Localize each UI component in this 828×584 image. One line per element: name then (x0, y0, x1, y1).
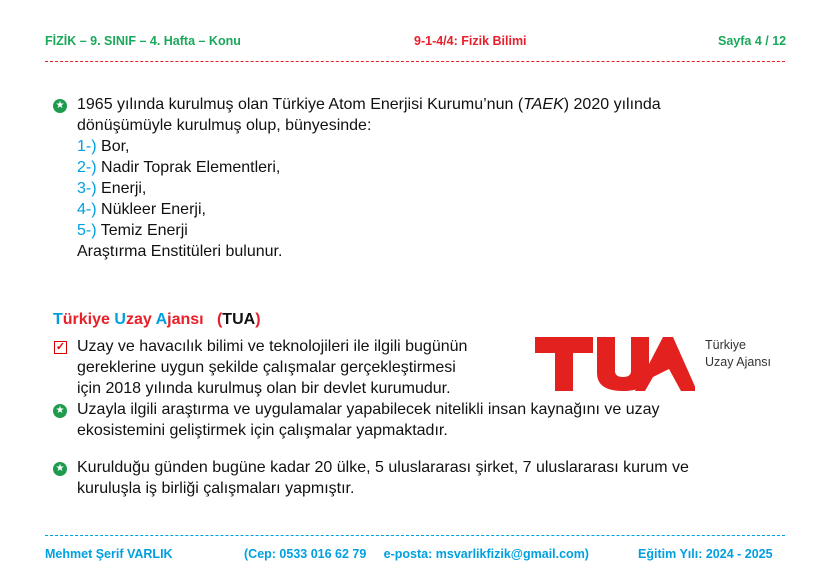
intro-closing: Araştırma Enstitüleri bulunur. (77, 243, 283, 260)
header-course: FİZİK – 9. SINIF – 4. Hafta – Konu (45, 34, 241, 48)
item-number: 5-) (77, 222, 97, 239)
bullet-line: kuruluşla iş birliği çalışmaları yapmıştır. (77, 480, 355, 497)
bullet-line: Uzayla ilgili araştırma ve uygulamalar yapabilecek nitelikli insan kaynağını ve uzay (77, 401, 660, 418)
list-item (77, 222, 188, 240)
star-bullet-icon: ★ (53, 99, 67, 113)
bullet-line: ekosistemini geliştirmek için çalışmalar yapmaktadır. (77, 422, 448, 439)
footer-contact: (Cep: 0533 016 62 79 e-posta: msvarlikfizik@gmail.com) (244, 547, 589, 561)
logo-text (705, 337, 771, 371)
list-item (77, 159, 280, 177)
star-bullet-icon: ★ (53, 404, 67, 418)
logo-line: Türkiye (705, 338, 746, 352)
item-text: Nadir Toprak Elementleri, (101, 159, 281, 176)
footer-divider (45, 535, 785, 536)
intro-text-b: ) 2020 yılında (563, 96, 661, 113)
footer-year: Eğitim Yılı: 2024 - 2025 (638, 547, 773, 561)
tua-logo (535, 333, 785, 393)
bullet-line: Kurulduğu günden bugüne kadar 20 ülke, 5 uluslararası şirket, 7 uluslararası kurum ve (77, 459, 689, 476)
heading-part: U (114, 311, 126, 328)
item-text: Enerji, (101, 180, 147, 197)
item-number: 1-) (77, 138, 97, 155)
star-bullet-icon: ★ (53, 462, 67, 476)
heading-part: T (53, 311, 63, 328)
bullet-line: Uzay ve havacılık bilimi ve teknolojileri ile ilgili bugünün (77, 338, 468, 355)
heading-part: zay (125, 311, 156, 328)
intro-line-2: dönüşümüyle kurulmuş olup, bünyesinde: (77, 117, 372, 134)
heading-abbr: TUA (222, 311, 256, 328)
heading-part: A (155, 311, 168, 328)
bullet-line: gereklerine uygun şekilde çalışmalar gerçekleştirmesi (77, 359, 456, 376)
header-page: Sayfa 4 / 12 (718, 34, 787, 48)
item-text: Bor, (101, 138, 130, 155)
item-number: 2-) (77, 159, 97, 176)
item-number: 3-) (77, 180, 97, 197)
logo-line: Uzay Ajansı (705, 355, 772, 369)
heading-part: ürkiye (62, 311, 115, 328)
section-heading (53, 311, 261, 329)
taek-abbr: TAEK (523, 96, 564, 113)
checkbox-bullet-icon: ✓ (55, 341, 66, 353)
item-text: Nükleer Enerji, (101, 201, 206, 218)
tua-logo-mark-icon (535, 333, 695, 393)
bullet-line: için 2018 yılında kurulmuş olan bir devlet kurumudur. (77, 380, 451, 397)
intro-text: 1965 yılında kurulmuş olan Türkiye Atom Enerjisi Kurumu’nun ( (77, 96, 524, 113)
intro-line-1 (77, 96, 661, 114)
header-topic: 9-1-4/4: Fizik Bilimi (414, 34, 527, 48)
list-item (77, 180, 146, 198)
heading-part: jansı (167, 311, 204, 328)
header-divider (45, 61, 785, 62)
footer-author: Mehmet Şerif VARLIK (45, 547, 173, 561)
heading-part: ( (216, 311, 223, 328)
list-item (77, 138, 129, 156)
item-number: 4-) (77, 201, 97, 218)
item-text: Temiz Enerji (100, 222, 188, 239)
list-item (77, 201, 206, 219)
heading-part: ) (255, 311, 261, 328)
